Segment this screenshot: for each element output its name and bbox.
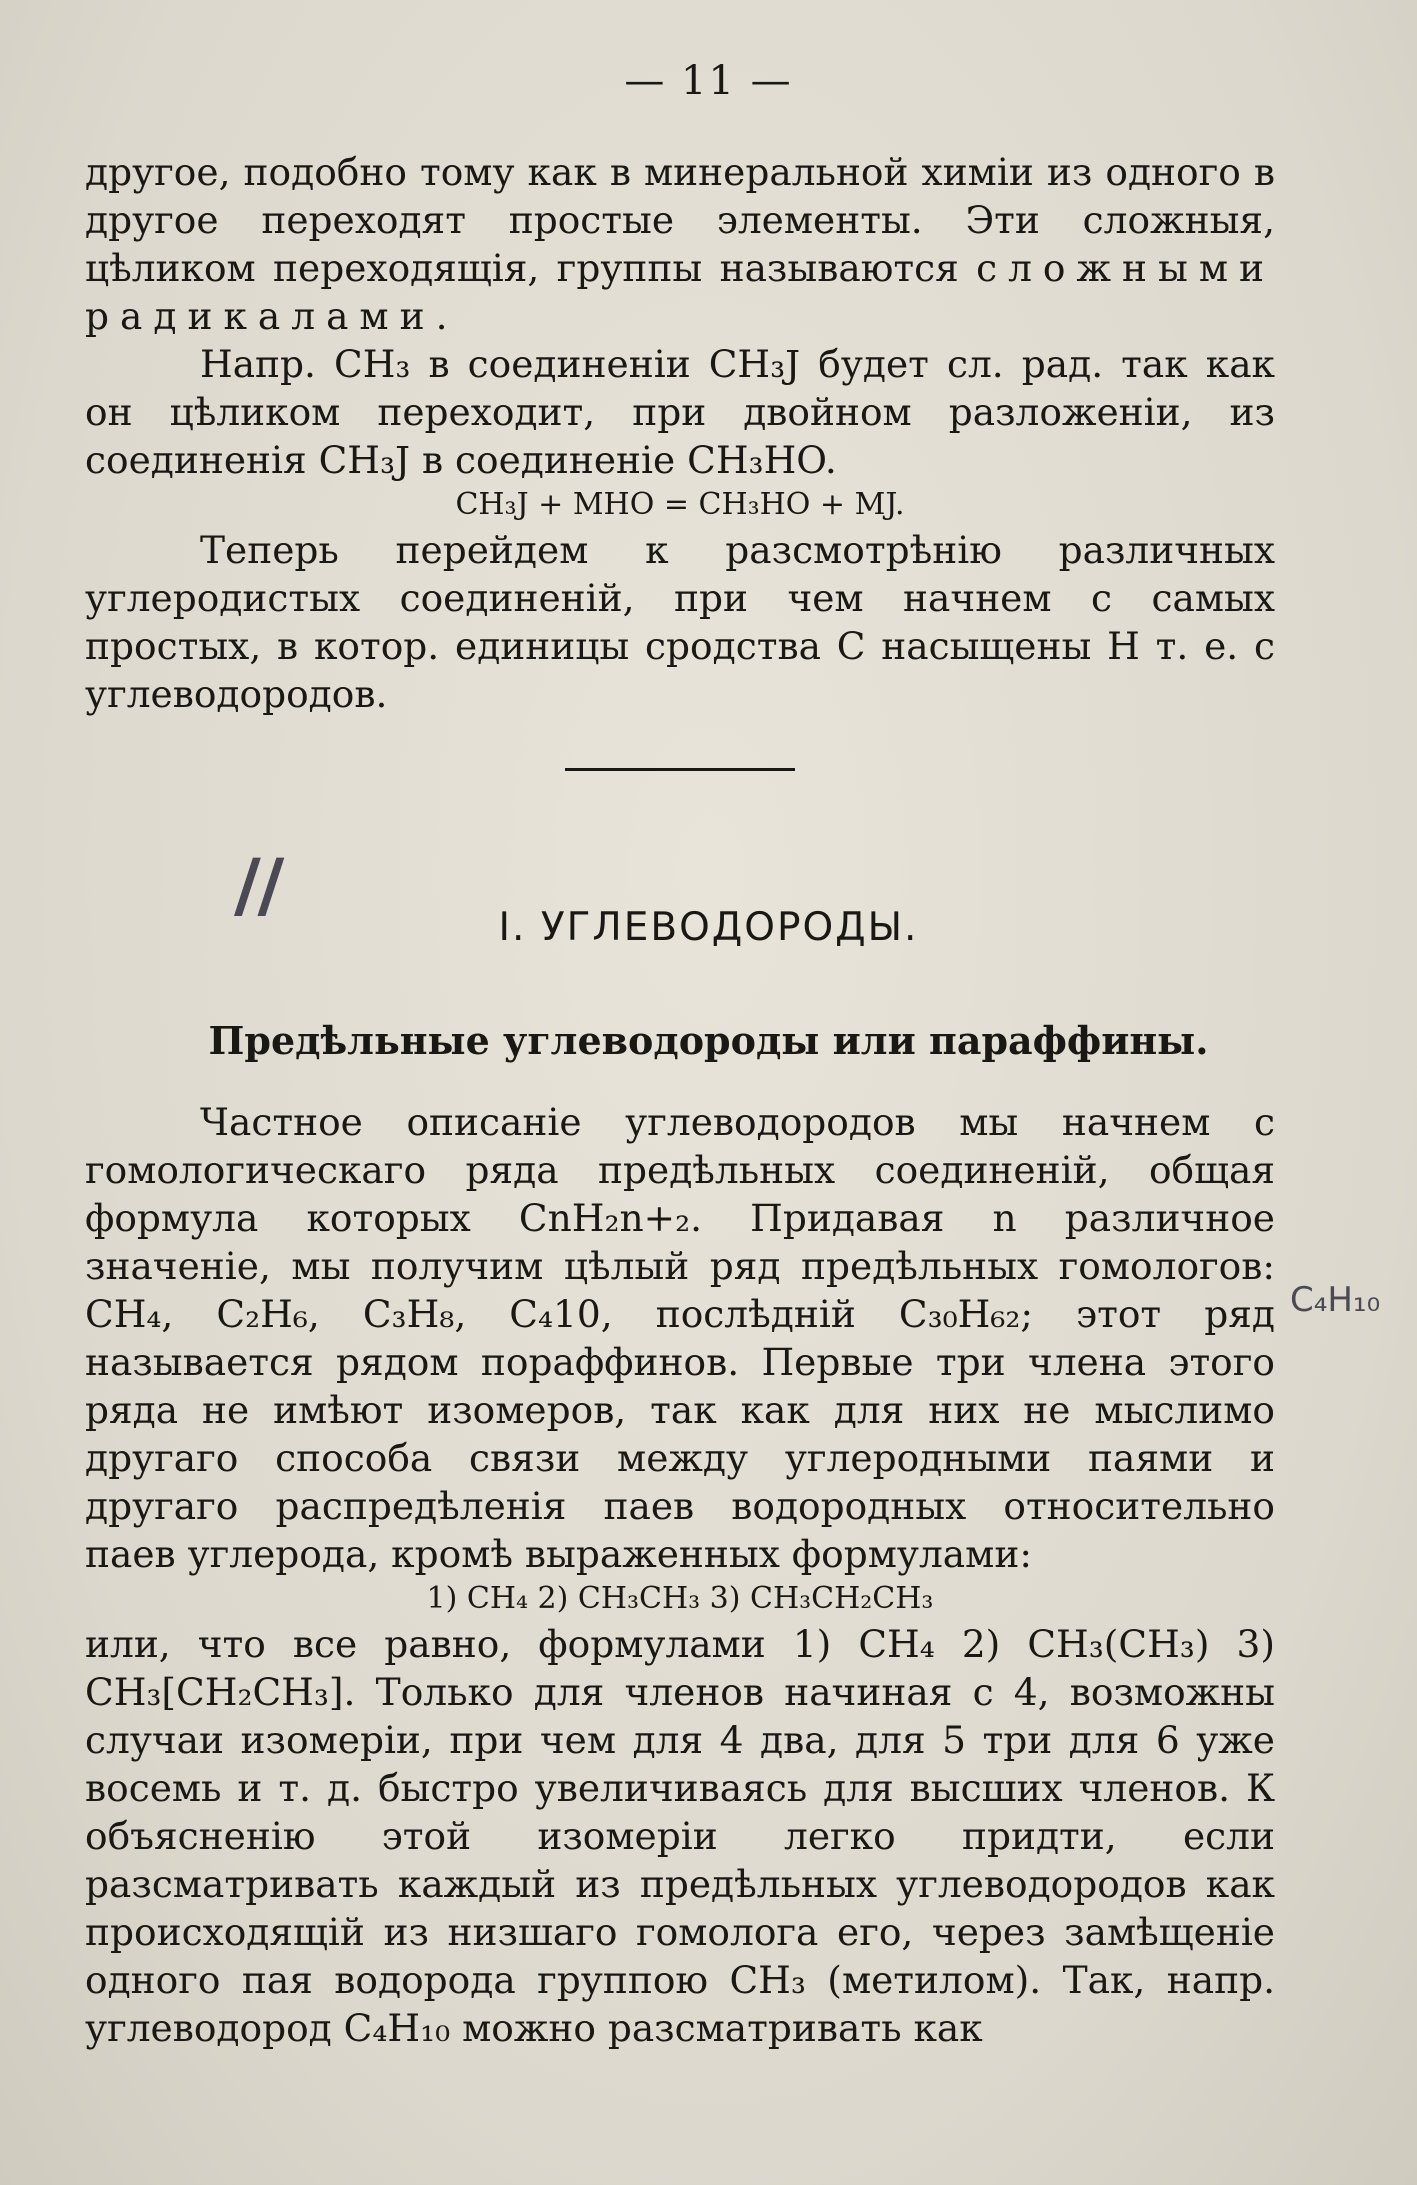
text-block-bottom <box>85 1098 1275 2052</box>
handwritten-mark: II <box>219 842 298 935</box>
page-number: — 11 — <box>624 58 793 104</box>
section-title: I. УГЛЕВОДОРОДЫ. <box>498 905 919 950</box>
chemical-equation: CH₃J + MHO = CH₃HO + MJ. <box>455 487 905 522</box>
paragraph <box>85 148 1275 340</box>
paragraph: Напр. CH₃ в соединеніи CH₃J будет сл. рад. так как он цѣликом переходит, при двойном разложеніи, из соединенія CH₃J в соединеніе CH₃HO. <box>85 342 1275 482</box>
emphasized-term: сложными радикалами. <box>85 246 1275 338</box>
subsection-title: Предѣльные углеводороды или параффины. <box>208 1018 1209 1063</box>
text-block-top <box>85 148 1275 718</box>
paragraph-text: другое, подобно тому как в минеральной химіи из одного в другое переходят простые элементы. Эти сложныя, цѣликом переходящія, группы называются <box>85 150 1275 290</box>
section-divider <box>565 768 795 771</box>
paragraph: или, что все равно, формулами 1) CH₄ 2) CH₃(CH₃) 3) CH₃[CH₂CH₃]. Только для членов начиная с 4, возможны случаи изомеріи, при чем для 4 два, для 5 три для 6 уже восемь и т. д. быстро увеличиваясь для высших членов. К объясненію этой изомеріи легко придти, если разсматривать каждый из предѣльных углеводородов как происходящій из низшаго гомолога его, через замѣщеніе одного пая водорода группою CH₃ (метилом). Так, напр. углеводород C₄H₁₀ можно разсматривать как <box>85 1622 1275 2050</box>
paragraph: Теперь перейдем к разсмотрѣнію различных углеродистых соединеній, при чем начнем с самых простых, в котор. единицы сродства C насыщены H т. е. с углеводородов. <box>85 528 1275 716</box>
paragraph: Частное описаніе углеводородов мы начнем с гомологическаго ряда предѣльных соединеній, общая формула которых CnH₂n+₂. Придавая n различное значеніе, мы получим цѣлый ряд предѣльных гомологов: CH₄, C₂H₆, C₃H₈, C₄10, послѣдній C₃₀H₆₂; этот ряд называется рядом пораффинов. Первые три члена этого ряда не имѣют изомеров, так как для них не мыслимо другаго способа связи между углеродными паями и другаго распредѣленія паев водородных относительно паев углерода, кромѣ выраженных формулами: <box>85 1100 1275 1576</box>
handwritten-margin-note: C₄H₁₀ <box>1290 1280 1381 1320</box>
chemical-formulas: 1) CH₄ 2) CH₃CH₃ 3) CH₃CH₂CH₃ <box>426 1581 934 1616</box>
